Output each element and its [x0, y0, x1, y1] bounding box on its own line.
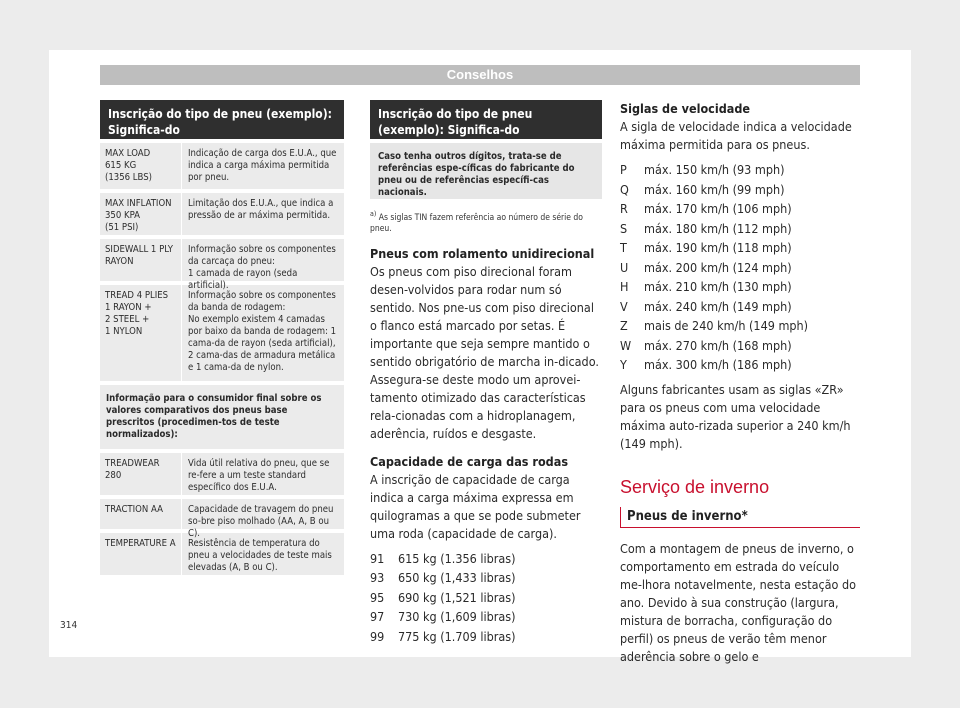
list-item — [370, 549, 602, 569]
page-header: Conselhos — [100, 65, 860, 85]
load-code: 97 — [370, 609, 385, 625]
row-key: MAX LOAD 615 KG (1356 LBS) — [100, 143, 182, 189]
table-heading: Inscrição do tipo de pneu (exemplo): Significa-do — [100, 100, 344, 139]
list-item — [620, 160, 860, 180]
table-row — [100, 449, 344, 495]
row-value: Informação sobre os componentes da carcaça do pneu: 1 camada de rayon (seda artificial). — [188, 244, 336, 291]
row-key: MAX INFLATION 350 KPA (51 PSI) — [100, 193, 182, 235]
speed-value: máx. 300 km/h (186 mph) — [644, 357, 792, 372]
list-item — [620, 297, 860, 317]
speed-value: máx. 210 km/h (130 mph) — [644, 279, 792, 294]
row-key: SIDEWALL 1 PLY RAYON — [100, 239, 182, 281]
winter-subtitle: Pneus de inverno* — [620, 507, 860, 527]
row-value: Limitação dos E.U.A., que indica a pressão de ar máxima permitida. — [188, 198, 334, 221]
load-code: 99 — [370, 628, 385, 644]
speed-code: H — [620, 279, 629, 294]
table-heading: Inscrição do tipo de pneu (exemplo): Significa-do — [370, 100, 602, 139]
table-note: Caso tenha outros dígitos, trata-se de referências espe-cíficas do fabricante do pneu ou de referências específi-cas nacionais. — [370, 139, 602, 199]
speed-code: Q — [620, 181, 629, 197]
load-code: 93 — [370, 570, 385, 586]
speed-code: U — [620, 259, 629, 275]
speed-value: máx. 270 km/h (168 mph) — [644, 337, 792, 353]
right-column — [620, 100, 860, 666]
winter-section-title: Serviço de inverno — [620, 476, 770, 497]
table-row — [100, 529, 344, 575]
speed-code: Y — [620, 357, 627, 372]
speed-value: máx. 240 km/h (149 mph) — [644, 298, 792, 314]
list-item — [370, 588, 602, 608]
list-item — [620, 258, 860, 278]
speed-after-text: Alguns fabricantes usam as siglas «ZR» para os pneus com uma velocidade máxima auto-rizada superior a 240 km/h (149 mph). — [620, 381, 851, 451]
speed-value: máx. 170 km/h (106 mph) — [644, 201, 792, 216]
speed-code: W — [620, 337, 632, 353]
footnote-text: As siglas TIN fazem referência ao número de série do pneu. — [370, 212, 583, 234]
row-key: TREAD 4 PLIES 1 RAYON + 2 STEEL + 1 NYLON — [100, 285, 182, 381]
directional-title: Pneus com rolamento unidirecional — [370, 245, 595, 261]
speed-code: S — [620, 220, 628, 236]
table-row — [100, 139, 344, 189]
load-title: Capacidade de carga das rodas — [370, 453, 569, 469]
middle-column — [370, 100, 602, 646]
speed-value: máx. 150 km/h (93 mph) — [644, 162, 785, 177]
row-key: TRACTION AA — [100, 499, 182, 529]
list-item — [370, 568, 602, 588]
speed-value: máx. 160 km/h (99 mph) — [644, 181, 785, 197]
tire-inscription-table — [100, 100, 344, 575]
footnote — [370, 209, 602, 235]
list-item — [370, 607, 602, 627]
load-code: 91 — [370, 550, 385, 566]
speed-code: V — [620, 298, 628, 314]
row-value: Informação sobre os componentes da banda de rodagem: No exemplo existem 4 camadas por baixo da banda de rodagem: 1 cama-da de rayon (seda artificial), 2 cama-das de armadura metálica e 1 cama-da de nylon. — [188, 290, 337, 373]
list-item — [620, 199, 860, 219]
list-item — [620, 238, 860, 258]
speed-code: Z — [620, 318, 628, 333]
load-value: 730 kg (1,609 libras) — [398, 609, 516, 625]
list-item — [620, 219, 860, 239]
list-item — [620, 336, 860, 356]
speed-value: máx. 180 km/h (112 mph) — [644, 220, 792, 236]
load-list — [370, 549, 602, 647]
row-key: TREADWEAR 280 — [100, 453, 182, 495]
table-row — [100, 189, 344, 235]
speed-value: máx. 190 km/h (118 mph) — [644, 240, 792, 255]
winter-text: Com a montagem de pneus de inverno, o comportamento em estrada do veículo me-lhora notavelmente, nesta estação do ano. Devido à sua construção (largura, mistura de borracha, configuração do perfil) os pneus de verão têm menor aderência sobre o gelo e — [620, 540, 857, 664]
consumer-info: Informação para o consumidor final sobre os valores comparativos dos pneus base prescritos (procedimen-tos de teste normalizados): — [100, 381, 344, 449]
row-value: Capacidade de travagem do pneu so-bre piso molhado (AA, A, B ou C). — [188, 504, 334, 539]
page-number: 314 — [60, 620, 78, 631]
list-item — [620, 180, 860, 200]
load-value: 615 kg (1.356 libras) — [398, 550, 516, 566]
load-value: 690 kg (1,521 libras) — [398, 589, 516, 605]
table-row — [100, 235, 344, 291]
directional-text: Os pneus com piso direcional foram desen-volvidos para rodar num só sentido. Nos pne-us com piso direcional o flanco está marcado por setas. É importante que seja sempre mantido o sentido obrigatório de marcha in-dicado. Assegura-se deste modo um aprovei-tamento otimizado das características rela-cionadas com a hidroplanagem, aderência, ruídos e desgaste. — [370, 263, 599, 441]
speed-title: Siglas de velocidade — [620, 101, 751, 116]
speed-code: R — [620, 201, 628, 216]
load-text: A inscrição de capacidade de carga indica a carga máxima expressa em quilogramas a que se pode submeter uma roda (capacidade de carga). — [370, 471, 581, 541]
speed-text: A sigla de velocidade indica a velocidade máxima permitida para os pneus. — [620, 119, 852, 152]
load-code: 95 — [370, 589, 385, 605]
row-value: Resistência de temperatura do pneu a velocidades de teste mais elevadas (A, B ou C). — [188, 538, 332, 573]
list-item — [370, 627, 602, 647]
speed-value: mais de 240 km/h (149 mph) — [644, 318, 809, 333]
list-item — [620, 316, 860, 336]
table-row — [100, 281, 344, 381]
footnote-marker: a) — [370, 210, 377, 218]
speed-code: T — [620, 240, 627, 255]
subtitle-rule — [620, 507, 860, 528]
list-item — [620, 277, 860, 297]
speed-list — [620, 160, 860, 375]
load-value: 650 kg (1,433 libras) — [398, 570, 516, 586]
row-value: Vida útil relativa do pneu, que se re-fere a um teste standard específico dos E.U.A. — [188, 458, 330, 493]
row-key: TEMPERATURE A — [100, 533, 182, 575]
speed-value: máx. 200 km/h (124 mph) — [644, 259, 792, 275]
list-item — [620, 355, 860, 375]
speed-code: P — [620, 162, 627, 177]
table-row — [100, 495, 344, 539]
load-value: 775 kg (1.709 libras) — [398, 628, 516, 644]
row-value: Indicação de carga dos E.U.A., que indica a carga máxima permitida por pneu. — [188, 148, 337, 183]
